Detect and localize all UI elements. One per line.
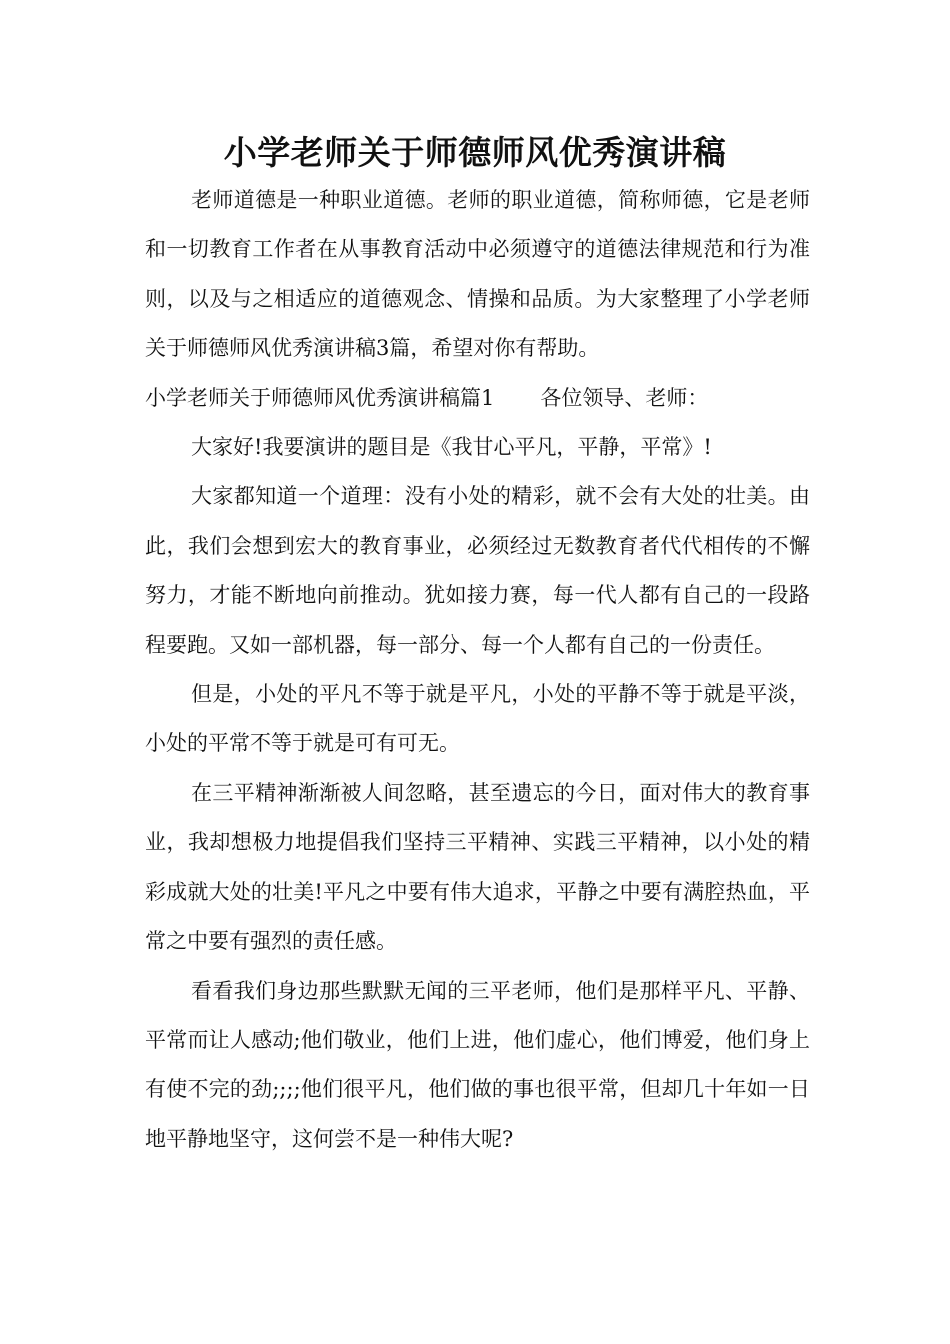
document-body: [145, 176, 810, 1164]
intro-paragraph: 老师道德是一种职业道德。老师的职业道德，简称师德，它是老师和一切教育工作者在从事教育活动中必须遵守的道德法律规范和行为准则，以及与之相适应的道德观念、情操和品质。为大家整理了小学老师关于师德师风优秀演讲稿3篇，希望对你有帮助。: [145, 188, 810, 361]
paragraph-ordinary: 但是，小处的平凡不等于就是平凡，小处的平静不等于就是平淡，小处的平常不等于就是可有可无。: [145, 682, 810, 756]
document-title: 小学老师关于师德师风优秀演讲稿: [223, 133, 727, 172]
paragraph-three-spirit: 在三平精神渐渐被人间忽略，甚至遗忘的今日，面对伟大的教育事业，我却想极力地提倡我们坚持三平精神、实践三平精神，以小处的精彩成就大处的壮美!平凡之中要有伟大追求，平静之中要有满腔热血，平常之中要有强烈的责任感。: [145, 780, 810, 954]
paragraph-teachers: 看看我们身边那些默默无闻的三平老师，他们是那样平凡、平静、平常而让人感动;他们敬业，他们上进，他们虚心，他们博爱，他们身上有使不完的劲;;;;他们很平凡，他们做的事也很平常，但却几十年如一日地平静地坚守，这何尝不是一种伟大呢?: [145, 978, 810, 1151]
salutation: 各位领导、老师：: [540, 385, 709, 410]
section-heading-line: [145, 374, 810, 423]
paragraph-relay: 大家都知道一个道理：没有小处的精彩，就不会有大处的壮美。由此，我们会想到宏大的教育事业，必须经过无数教育者代代相传的不懈努力，才能不断地向前推动。犹如接力赛，每一代人都有自己的一段路程要跑。又如一部机器，每一部分、每一个人都有自己的一份责任。: [145, 484, 810, 657]
section-heading: 小学老师关于师德师风优秀演讲稿篇1: [145, 385, 495, 410]
paragraph-greeting: 大家好!我要演讲的题目是《我甘心平凡，平静，平常》!: [191, 435, 712, 460]
